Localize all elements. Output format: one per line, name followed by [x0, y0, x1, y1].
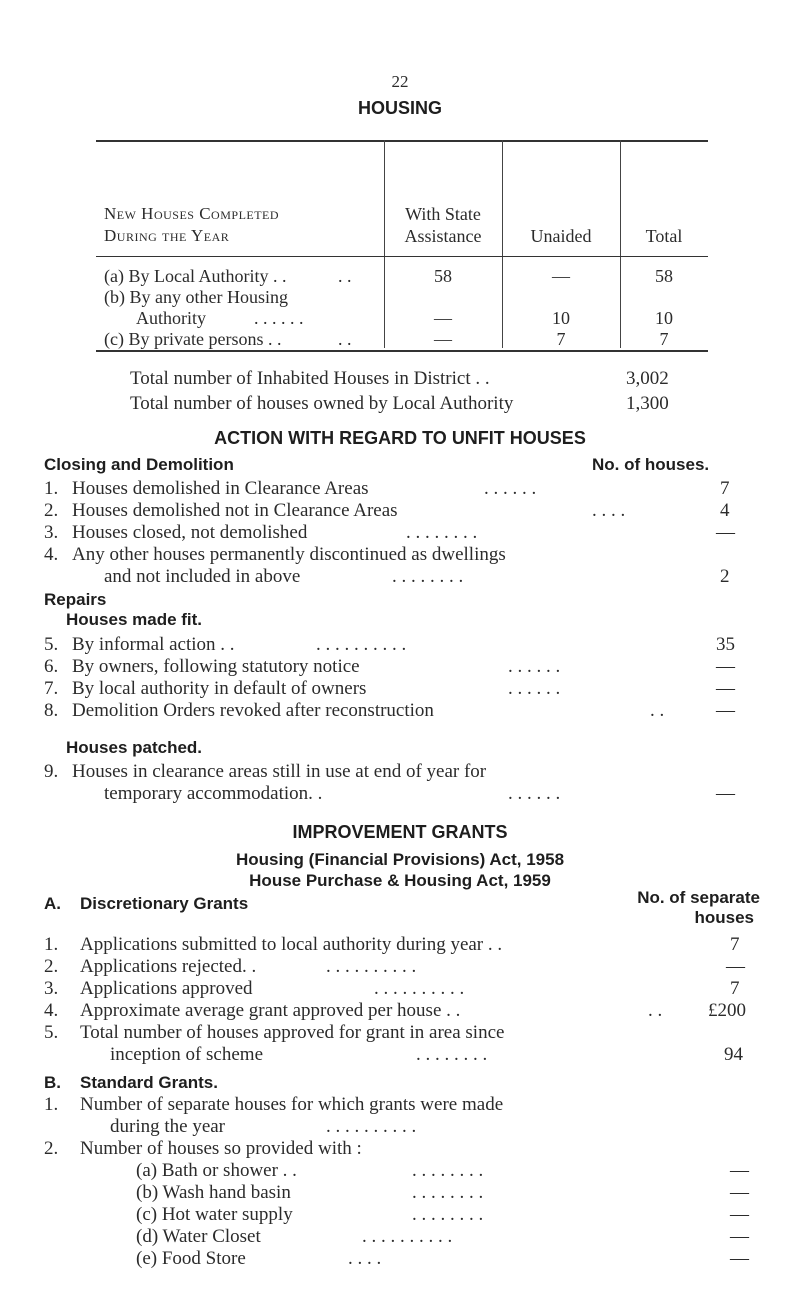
repairs-label: Repairs [44, 590, 107, 609]
houses-made-fit-label: Houses made fit. [66, 610, 203, 629]
houses-patched-label: Houses patched. [66, 738, 203, 757]
standard-grants-label: Standard Grants. [80, 1073, 218, 1092]
table-bottom-rule [96, 350, 708, 352]
act-1959: House Purchase & Housing Act, 1959 [249, 871, 551, 890]
unfit-heading: ACTION WITH REGARD TO UNFIT HOUSES [214, 428, 586, 448]
separate-houses-label-1: No. of separate [637, 888, 760, 907]
total-owned-value: 1,300 [626, 393, 669, 414]
discretionary-grants-label: Discretionary Grants [80, 894, 249, 913]
table-header-col3: Unaided [530, 226, 592, 246]
separate-houses-label-2: houses [694, 908, 754, 927]
act-1958: Housing (Financial Provisions) Act, 1958 [235, 850, 565, 869]
total-inhabited-value: 3,002 [626, 368, 669, 389]
total-owned-label: Total number of houses owned by Local Authority [130, 393, 514, 414]
section-b-letter: B. [44, 1073, 61, 1092]
grants-heading: IMPROVEMENT GRANTS [292, 822, 508, 842]
table-header-col1-line2: During the Year [104, 226, 230, 245]
page-number: 22 [391, 72, 409, 91]
table-top-rule [96, 140, 708, 142]
table-header-col2-line2: Assistance [404, 226, 482, 246]
section-a-letter: A. [44, 894, 61, 913]
table-header-rule [96, 256, 708, 257]
table-header-col1-line1: New Houses Completed [104, 204, 280, 223]
no-of-houses-label: No. of houses. [592, 455, 710, 474]
table-header-col2-line1: With State [405, 204, 481, 224]
closing-demolition-label: Closing and Demolition [44, 455, 234, 474]
page-title: HOUSING [357, 98, 442, 118]
total-inhabited-label: Total number of Inhabited Houses in District . . [130, 368, 490, 389]
table-header-col4: Total [645, 226, 683, 246]
